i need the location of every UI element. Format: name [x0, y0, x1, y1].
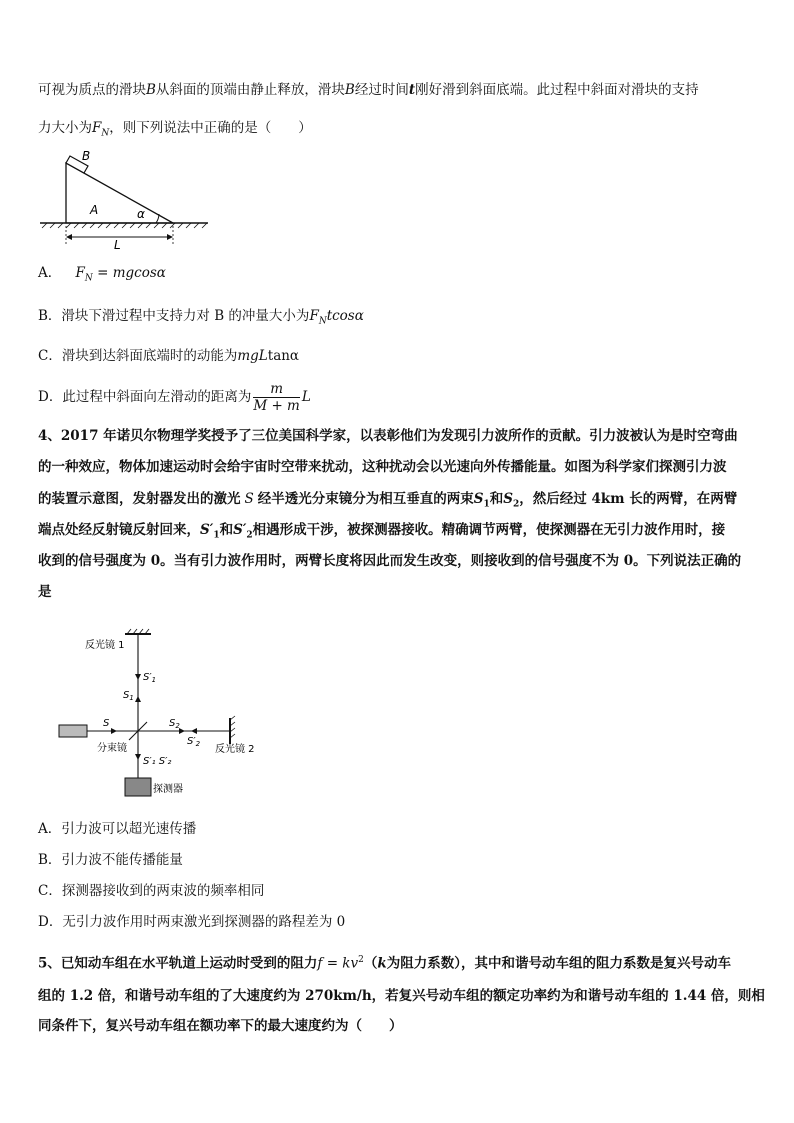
s2p-label: $S'_2$: [187, 736, 201, 748]
option-sub: N: [84, 273, 93, 284]
q4-line6: 是: [38, 584, 52, 600]
q3-text: 力大小为: [38, 120, 92, 136]
q4-line3: [38, 489, 737, 515]
detector: [125, 778, 151, 796]
q3-var-b: B: [146, 82, 156, 98]
q4-line2: 的一种效应，物体加速运动时会给宇宙时空带来扰动，这种扰动会以光速向外传播能量。如图为科学家们探测引力波: [38, 459, 727, 475]
q4-var: S: [503, 491, 514, 507]
q4-text: 和: [489, 491, 504, 507]
q4-var: S′: [233, 522, 247, 538]
label-b: B: [82, 149, 91, 163]
q4-text: 和: [219, 522, 234, 538]
q4-text: ，然后经过 4km 长的两臂，在两臂: [519, 491, 738, 507]
mirror2-label: 反光镜 2: [215, 744, 255, 755]
q3-text: 从斜面的顶端由静止释放，滑块: [155, 82, 345, 98]
q3-option-b: [38, 306, 364, 332]
fraction: [253, 381, 300, 414]
option-expr: F: [75, 265, 85, 281]
splitter-label: 分束镜: [97, 743, 127, 754]
q4-sub: 1: [213, 530, 220, 541]
combined-label: S′₁ S′₂: [143, 756, 172, 767]
q3-var-f: F: [92, 120, 102, 136]
q4-var: S′: [200, 522, 214, 538]
detector-label: 探测器: [153, 784, 183, 795]
q4-sub: 2: [513, 499, 520, 510]
q4-sub: 2: [246, 530, 253, 541]
incline-figure: [38, 148, 218, 253]
q4-var: S: [473, 491, 484, 507]
emitter: [59, 725, 87, 737]
option-expr: L: [301, 389, 311, 405]
q4-line5: 收到的信号强度为 0。当有引力波作用时，两臂长度将因此而发生改变，则接收到的信号强度不为 0。下列说法正确的: [38, 553, 742, 569]
label-l: L: [114, 238, 121, 252]
option-text: B．滑块下滑过程中支持力对 B 的冲量大小为: [38, 308, 310, 324]
option-expr: mgL: [237, 348, 268, 364]
q4-text: 端点处经反射镜反射回来，: [38, 522, 200, 538]
q4-line4: [38, 520, 725, 546]
interferometer-figure: [55, 628, 285, 803]
q4-line1: 4、2017 年诺贝尔物理学奖授予了三位美国科学家，以表彰他们为发现引力波所作的贡献。引力波被认为是时空弯曲: [38, 428, 738, 444]
option-sub: N: [318, 316, 327, 327]
q4-text: 的装置示意图，发射器发出的激光: [38, 491, 241, 507]
q3-sub-n: N: [101, 128, 110, 139]
q5-text: 为阻力系数），其中和谐号动车组的阻力系数是复兴号动车: [386, 955, 731, 972]
q3-stem-line1: [38, 80, 699, 100]
fraction-numerator: m: [253, 381, 300, 398]
q3-option-d: [38, 381, 311, 414]
q4-var: S: [244, 491, 254, 507]
q3-option-a: [38, 263, 166, 289]
q3-option-c: [38, 346, 299, 366]
q3-var-b: B: [344, 82, 355, 98]
q3-var-t: t: [408, 82, 416, 98]
q3-text: 经过时间: [354, 82, 409, 98]
q5-line3: 同条件下，复兴号动车组在额功率下的最大速度约为（ ）: [38, 1018, 403, 1034]
q5-text: （: [363, 955, 378, 972]
q5-sup: 2: [358, 955, 364, 965]
q3-text: 刚好滑到斜面底端。此过程中斜面对滑块的支持: [415, 82, 699, 98]
option-expr: tanα: [267, 348, 300, 364]
s2-label: $S_2$: [169, 718, 180, 730]
label-alpha: α: [137, 207, 145, 221]
q4-option-c: C．探测器接收到的两束波的频率相同: [38, 883, 265, 899]
q4-sub: 1: [483, 499, 490, 510]
q5-line2: 组的 1.2 倍，和谐号动车组的了大速度约为 270km/h，若复兴号动车组的额定功率约为和谐号动车组的 1.44 倍，则相: [38, 988, 765, 1004]
s1-label: $S_1$: [123, 690, 134, 702]
label-a: A: [90, 203, 99, 217]
option-text: C．滑块到达斜面底端时的动能为: [38, 348, 238, 364]
option-label: A．: [38, 265, 62, 281]
q4-option-d: D．无引力波作用时两束激光到探测器的路程差为 0: [38, 914, 346, 930]
q3-text: ，则下列说法中正确的是（ ）: [109, 120, 312, 136]
option-expr: = mgcosα: [92, 265, 166, 281]
s1p-label: $S'_1$: [143, 672, 157, 684]
mirror1-label: 反光镜 1: [85, 640, 125, 651]
option-expr: F: [309, 308, 319, 324]
fraction-denominator: M + m: [253, 398, 300, 414]
q3-text: 可视为质点的滑块: [38, 82, 146, 98]
q5-var: k: [377, 955, 387, 972]
q5-expr: f = kv: [317, 955, 359, 972]
q4-text: 经半透光分束镜分为相互垂直的两束: [257, 491, 474, 507]
s-label: S: [103, 718, 110, 729]
option-text: D．此过程中斜面向左滑动的距离为: [38, 389, 252, 405]
option-expr: tcosα: [326, 308, 364, 324]
q5-text: 5、已知动车组在水平轨道上运动时受到的阻力: [38, 955, 318, 972]
q4-text: 相遇形成干涉，被探测器接收。精确调节两臂，使探测器在无引力波作用时，接: [252, 522, 726, 538]
q4-option-a: A．引力波可以超光速传播: [38, 821, 197, 837]
q3-stem-line2: [38, 118, 312, 144]
q5-line1: [38, 950, 731, 974]
q4-option-b: B．引力波不能传播能量: [38, 852, 183, 868]
